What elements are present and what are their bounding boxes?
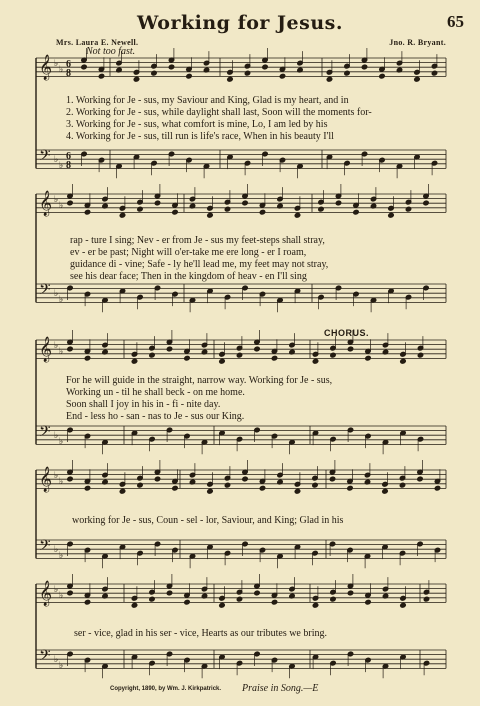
note-head <box>166 346 172 352</box>
note-head <box>236 596 242 602</box>
treble-clef: 𝄞 <box>39 191 53 216</box>
note-head <box>137 206 143 212</box>
note-head <box>67 200 73 206</box>
note-head <box>184 355 190 361</box>
note-head <box>84 209 90 215</box>
page-number: 65 <box>447 12 464 31</box>
note-head <box>224 206 230 212</box>
note-head <box>326 76 332 82</box>
flat-sign: ♭ <box>59 476 64 486</box>
note-head <box>423 200 429 206</box>
note-head <box>154 200 160 206</box>
flat-sign: ♭ <box>59 550 64 560</box>
flat-sign: ♭ <box>59 346 64 356</box>
note-head <box>388 212 394 218</box>
note-head <box>379 73 385 79</box>
flat-sign: ♭ <box>59 294 64 304</box>
bass-clef: 𝄢 <box>39 537 51 558</box>
bass-clef: 𝄢 <box>39 281 51 302</box>
note-head <box>262 64 268 70</box>
note-head <box>119 488 125 494</box>
note-head <box>131 358 137 364</box>
note-head <box>382 488 388 494</box>
verse3-line2: guidance di - vine; Safe - ly he'll lead me, my feet may not stray, <box>70 259 329 270</box>
note-head <box>400 602 406 608</box>
time-signature: 6 <box>66 59 71 70</box>
verse2-line2: ev - er be past; Night will o'er-take me ere long - er I roam, <box>70 247 307 258</box>
flat-sign: ♭ <box>59 660 64 670</box>
note-head <box>224 482 230 488</box>
note-head <box>98 73 104 79</box>
note-head <box>172 209 178 215</box>
verse1-line1: 1. Working for Je - sus, my Saviour and King, Glad is my heart, and in <box>66 95 349 106</box>
note-head <box>414 76 420 82</box>
note-head <box>244 70 250 76</box>
flat-sign: ♭ <box>59 200 64 210</box>
note-head <box>137 482 143 488</box>
note-head <box>335 200 341 206</box>
verse4-line1: 4. Working for Je - sus, till run is life's race, When in his beauty I'll <box>66 131 334 142</box>
note-head <box>423 596 429 602</box>
note-head <box>242 476 248 482</box>
note-head <box>242 200 248 206</box>
verse1-line3: For he will guide in the straight, narrow way. Working for Je - sus, <box>66 375 333 386</box>
note-head <box>318 206 324 212</box>
note-head <box>294 212 300 218</box>
note-head <box>347 485 353 491</box>
flat-sign: ♭ <box>59 436 64 446</box>
note-head <box>184 599 190 605</box>
note-head <box>347 346 353 352</box>
time-signature: 8 <box>66 68 71 79</box>
bass-clef: 𝄢 <box>39 647 51 668</box>
flat-sign: ♭ <box>54 654 59 664</box>
note-head <box>133 76 139 82</box>
note-head <box>417 476 423 482</box>
note-head <box>279 73 285 79</box>
note-head <box>399 482 405 488</box>
bass-clef: 𝄢 <box>39 147 51 168</box>
note-head <box>227 76 233 82</box>
note-head <box>219 358 225 364</box>
note-head <box>330 596 336 602</box>
chorus-line1: working for Je - sus, Coun - sel - lor, Saviour, and King; Glad in his <box>72 515 344 526</box>
note-head <box>84 485 90 491</box>
tempo-marking: Not too fast. <box>86 46 136 57</box>
note-head <box>168 64 174 70</box>
note-head <box>84 599 90 605</box>
flat-sign: ♭ <box>54 430 59 440</box>
flat-sign: ♭ <box>54 58 59 68</box>
verse1-line2: rap - ture I sing; Nev - er from Je - sus my feet-steps shall stray, <box>70 235 325 246</box>
flat-sign: ♭ <box>59 160 64 170</box>
verse3-line1: 3. Working for Je - sus, what comfort is mine, Lo, I am led by his <box>66 119 328 130</box>
note-head <box>347 590 353 596</box>
flat-sign: ♭ <box>54 288 59 298</box>
note-head <box>361 64 367 70</box>
note-head <box>271 599 277 605</box>
flat-sign: ♭ <box>54 340 59 350</box>
note-head <box>81 64 87 70</box>
note-head <box>254 590 260 596</box>
flat-sign: ♭ <box>54 544 59 554</box>
note-head <box>259 485 265 491</box>
note-head <box>207 212 213 218</box>
note-head <box>207 488 213 494</box>
note-head <box>330 352 336 358</box>
note-head <box>149 352 155 358</box>
note-head <box>312 602 318 608</box>
note-head <box>312 358 318 364</box>
note-head <box>172 485 178 491</box>
note-head <box>151 70 157 76</box>
copyright-notice: Copyright, 1890, by Wm. J. Kirkpatrick. <box>110 686 222 692</box>
note-head <box>312 482 318 488</box>
treble-clef: 𝄞 <box>39 337 53 362</box>
note-head <box>344 70 350 76</box>
bass-clef: 𝄢 <box>39 423 51 444</box>
flat-sign: ♭ <box>54 584 59 594</box>
flat-sign: ♭ <box>59 64 64 74</box>
note-head <box>431 70 437 76</box>
note-head <box>67 590 73 596</box>
verse3-line3: Soon shall I joy in his in - fi - nite day. <box>66 399 221 410</box>
note-head <box>405 206 411 212</box>
note-head <box>84 355 90 361</box>
note-head <box>365 355 371 361</box>
note-head <box>417 352 423 358</box>
flat-sign: ♭ <box>59 590 64 600</box>
flat-sign: ♭ <box>54 470 59 480</box>
treble-clef: 𝄞 <box>39 467 53 492</box>
verse2-line1: 2. Working for Je - sus, while daylight shall last, Soon will the moments for- <box>66 107 372 118</box>
treble-clef: 𝄞 <box>39 55 53 80</box>
treble-clef: 𝄞 <box>39 581 53 606</box>
note-head <box>166 590 172 596</box>
chorus-label: CHORUS. <box>324 328 370 338</box>
flat-sign: ♭ <box>54 154 59 164</box>
note-head <box>353 209 359 215</box>
note-head <box>119 212 125 218</box>
verse2-line3: Working un - til he shall beck - on me home. <box>66 387 245 398</box>
note-head <box>259 209 265 215</box>
verse4-line2: see his dear face; Then in the kingdom of heav - en I'll sing <box>70 271 307 282</box>
note-head <box>219 602 225 608</box>
note-head <box>131 602 137 608</box>
note-head <box>236 352 242 358</box>
source-note: Praise in Song.—E <box>242 683 319 694</box>
lyricist-credit: Mrs. Laura E. Newell. <box>56 38 139 47</box>
flat-sign: ♭ <box>54 194 59 204</box>
time-signature: 8 <box>66 160 71 171</box>
chorus-line2: ser - vice, glad in his ser - vice, Hearts as our tributes we bring. <box>74 628 327 639</box>
hymn-title: Working for Jesus. <box>137 12 343 34</box>
composer-credit: Jno. R. Bryant. <box>389 38 446 47</box>
note-head <box>154 476 160 482</box>
note-head <box>329 476 335 482</box>
note-head <box>365 599 371 605</box>
note-head <box>400 358 406 364</box>
note-head <box>186 73 192 79</box>
note-head <box>271 355 277 361</box>
note-head <box>434 485 440 491</box>
note-head <box>67 346 73 352</box>
verse4-line3: End - less ho - san - nas to Je - sus our King. <box>66 411 245 422</box>
note-head <box>254 346 260 352</box>
time-signature: 6 <box>66 151 71 162</box>
note-head <box>294 488 300 494</box>
note-head <box>149 596 155 602</box>
note-head <box>67 476 73 482</box>
